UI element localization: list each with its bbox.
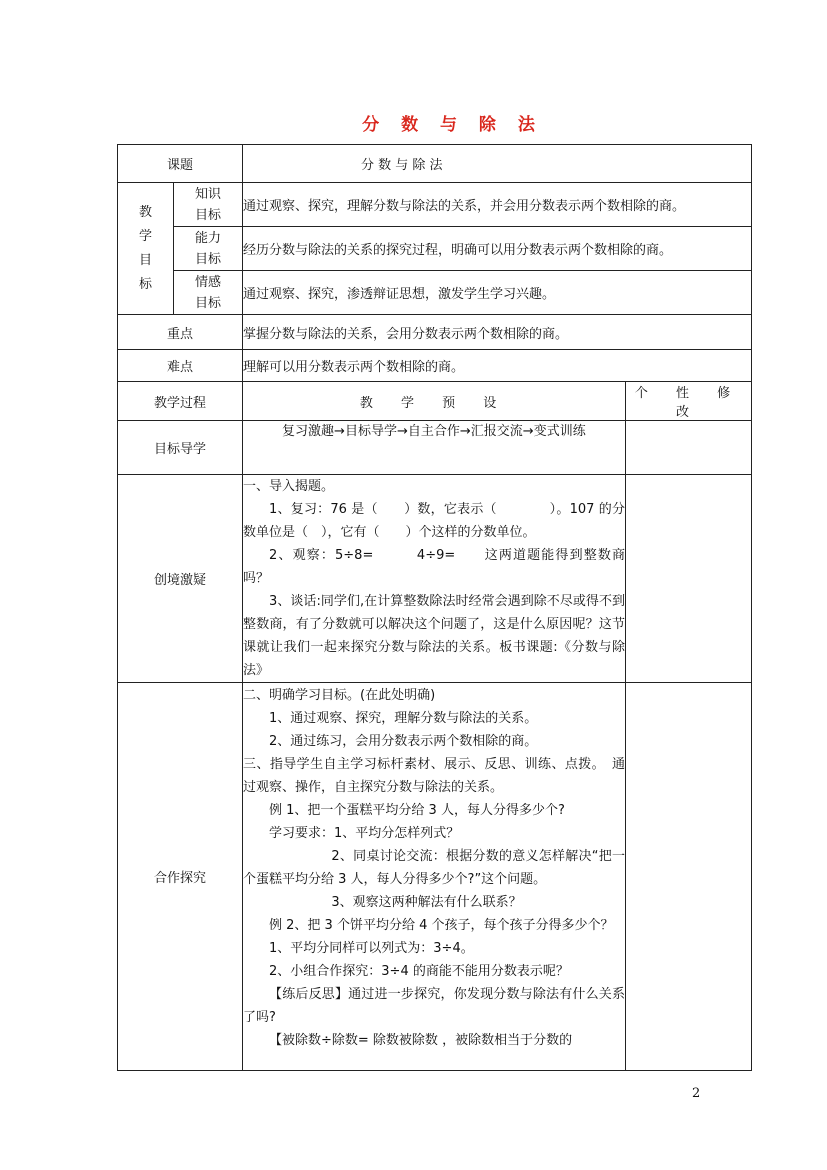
design-header: 教 学 预 设: [243, 382, 626, 421]
revision-header: 个 性 修 改: [626, 382, 752, 421]
cooperation-line-11: 2、小组合作探究：3÷4 的商能不能用分数表示呢？: [269, 964, 569, 979]
cooperation-line-12: 【练后反思】通过进一步探究，你发现分数与除法有什么关系了吗?: [243, 987, 626, 1025]
knowledge-label-line2: 目标: [195, 207, 222, 223]
cooperation-line-5: 例 1、把一个蛋糕平均分给 3 人，每人分得多少个?: [269, 803, 565, 818]
objectives-char-2: 学: [138, 228, 152, 244]
situation-line-4: 3、谈话:同学们,在计算整数除法时经常会遇到除不尽或得不到整数商，有了分数就可以解决这个问题了，这是什么原因呢？这节课就让我们一起来探究分数与除法的关系。板书课题:《分数与除法》: [243, 594, 626, 678]
cooperation-line-6: 学习要求：1、平均分怎样列式？: [269, 826, 460, 841]
difficulty-label: 难点: [118, 350, 243, 382]
knowledge-objective-label: [174, 183, 243, 227]
row-guide: [118, 421, 752, 475]
ability-objective-label: [174, 227, 243, 271]
situation-content: [243, 475, 626, 683]
row-ability-objective: [118, 227, 752, 271]
situation-label: 创境激疑: [118, 475, 243, 683]
row-knowledge-objective: [118, 183, 752, 227]
arrow-icon: →: [334, 424, 345, 439]
cooperation-line-13: 【被除数÷除数= 除数被除数 ，被除数相当于分数的: [269, 1033, 573, 1048]
guide-step-4: 汇报交流: [470, 424, 523, 439]
topic-value: 分 数 与 除 法: [243, 145, 752, 183]
arrow-icon: →: [522, 424, 534, 439]
process-label: 教学过程: [118, 382, 243, 421]
emotion-objective-label: [174, 271, 243, 315]
key-point-label: 重点: [118, 315, 243, 350]
guide-label: 目标导学: [118, 421, 243, 475]
ability-objective-text: 经历分数与除法的关系的探究过程，明确可以用分数表示两个数相除的商。: [243, 227, 752, 271]
row-process-header: [118, 382, 752, 421]
cooperation-line-8: 3、观察这两种解法有什么联系？: [331, 895, 522, 910]
objectives-char-3: 目: [138, 252, 152, 268]
row-cooperation: [118, 683, 752, 1071]
cooperation-revision-cell: [626, 683, 752, 1071]
row-topic: [118, 145, 752, 183]
guide-flow-text: [243, 421, 625, 442]
situation-line-2: 1、复习：76 是（ ）数，它表示（ ）。107 的分数单位是（ ），它有（ ）个这样的分数单位。: [243, 502, 626, 540]
page-number: 2: [692, 1086, 701, 1101]
knowledge-label-line1: 知识: [195, 186, 222, 202]
cooperation-line-2: 1、通过观察、探究，理解分数与除法的关系。: [269, 711, 538, 726]
guide-flow: [243, 421, 626, 475]
cooperation-line-3: 2、通过练习，会用分数表示两个数相除的商。: [269, 734, 538, 749]
cooperation-line-4: 三、指导学生自主学习标杆素材、展示、反思、训练、点拨。 通过观察、操作，自主探究分数与除法的关系。: [243, 757, 626, 795]
ability-label-line2: 目标: [195, 251, 222, 267]
emotion-label-line2: 目标: [195, 295, 222, 311]
key-point-text: 掌握分数与除法的关系，会用分数表示两个数相除的商。: [243, 315, 752, 350]
guide-revision-cell: [626, 421, 752, 475]
objectives-char-4: 标: [138, 276, 152, 292]
difficulty-text: 理解可以用分数表示两个数相除的商。: [243, 350, 752, 382]
emotion-objective-text: 通过观察、探究，渗透辩证思想，激发学生学习兴趣。: [243, 271, 752, 315]
cooperation-line-7: 2、同桌讨论交流：根据分数的意义怎样解决“把一个蛋糕平均分给 3 人，每人分得多少个?”这个问题。: [243, 849, 626, 887]
ability-label-line1: 能力: [195, 230, 222, 246]
objectives-group-label: [118, 183, 174, 315]
row-emotion-objective: [118, 271, 752, 315]
cooperation-line-10: 1、平均分同样可以列式为：3÷4。: [269, 941, 474, 956]
lesson-plan-table: [117, 144, 752, 1071]
cooperation-label: 合作探究: [118, 683, 243, 1071]
situation-line-3: 2、观察：5÷8= 4÷9= 这两道题能得到整数商吗？: [243, 548, 626, 586]
situation-revision-cell: [626, 475, 752, 683]
cooperation-line-9: 例 2、把 3 个饼平均分给 4 个孩子，每个孩子分得多少个？: [269, 918, 614, 933]
objectives-char-1: 教: [138, 204, 152, 220]
knowledge-objective-text: 通过观察、探究，理解分数与除法的关系，并会用分数表示两个数相除的商。: [243, 183, 752, 227]
arrow-icon: →: [459, 424, 471, 439]
cooperation-line-1: 二、明确学习目标。(在此处明确): [243, 688, 436, 703]
guide-step-3: 自主合作: [407, 424, 460, 439]
row-difficulty: [118, 350, 752, 382]
arrow-icon: →: [396, 424, 408, 439]
document-title: 分 数 与 除 法: [362, 115, 543, 135]
situation-line-1: 一、导入揭题。: [243, 479, 335, 494]
cooperation-content: [243, 683, 626, 1071]
row-key-point: [118, 315, 752, 350]
guide-step-2: 目标导学: [344, 424, 397, 439]
guide-step-1: 复习激趣: [282, 424, 335, 439]
emotion-label-line1: 情感: [195, 274, 222, 290]
guide-step-5: 变式训练: [533, 424, 586, 439]
topic-label: 课题: [118, 145, 243, 183]
row-situation: [118, 475, 752, 683]
